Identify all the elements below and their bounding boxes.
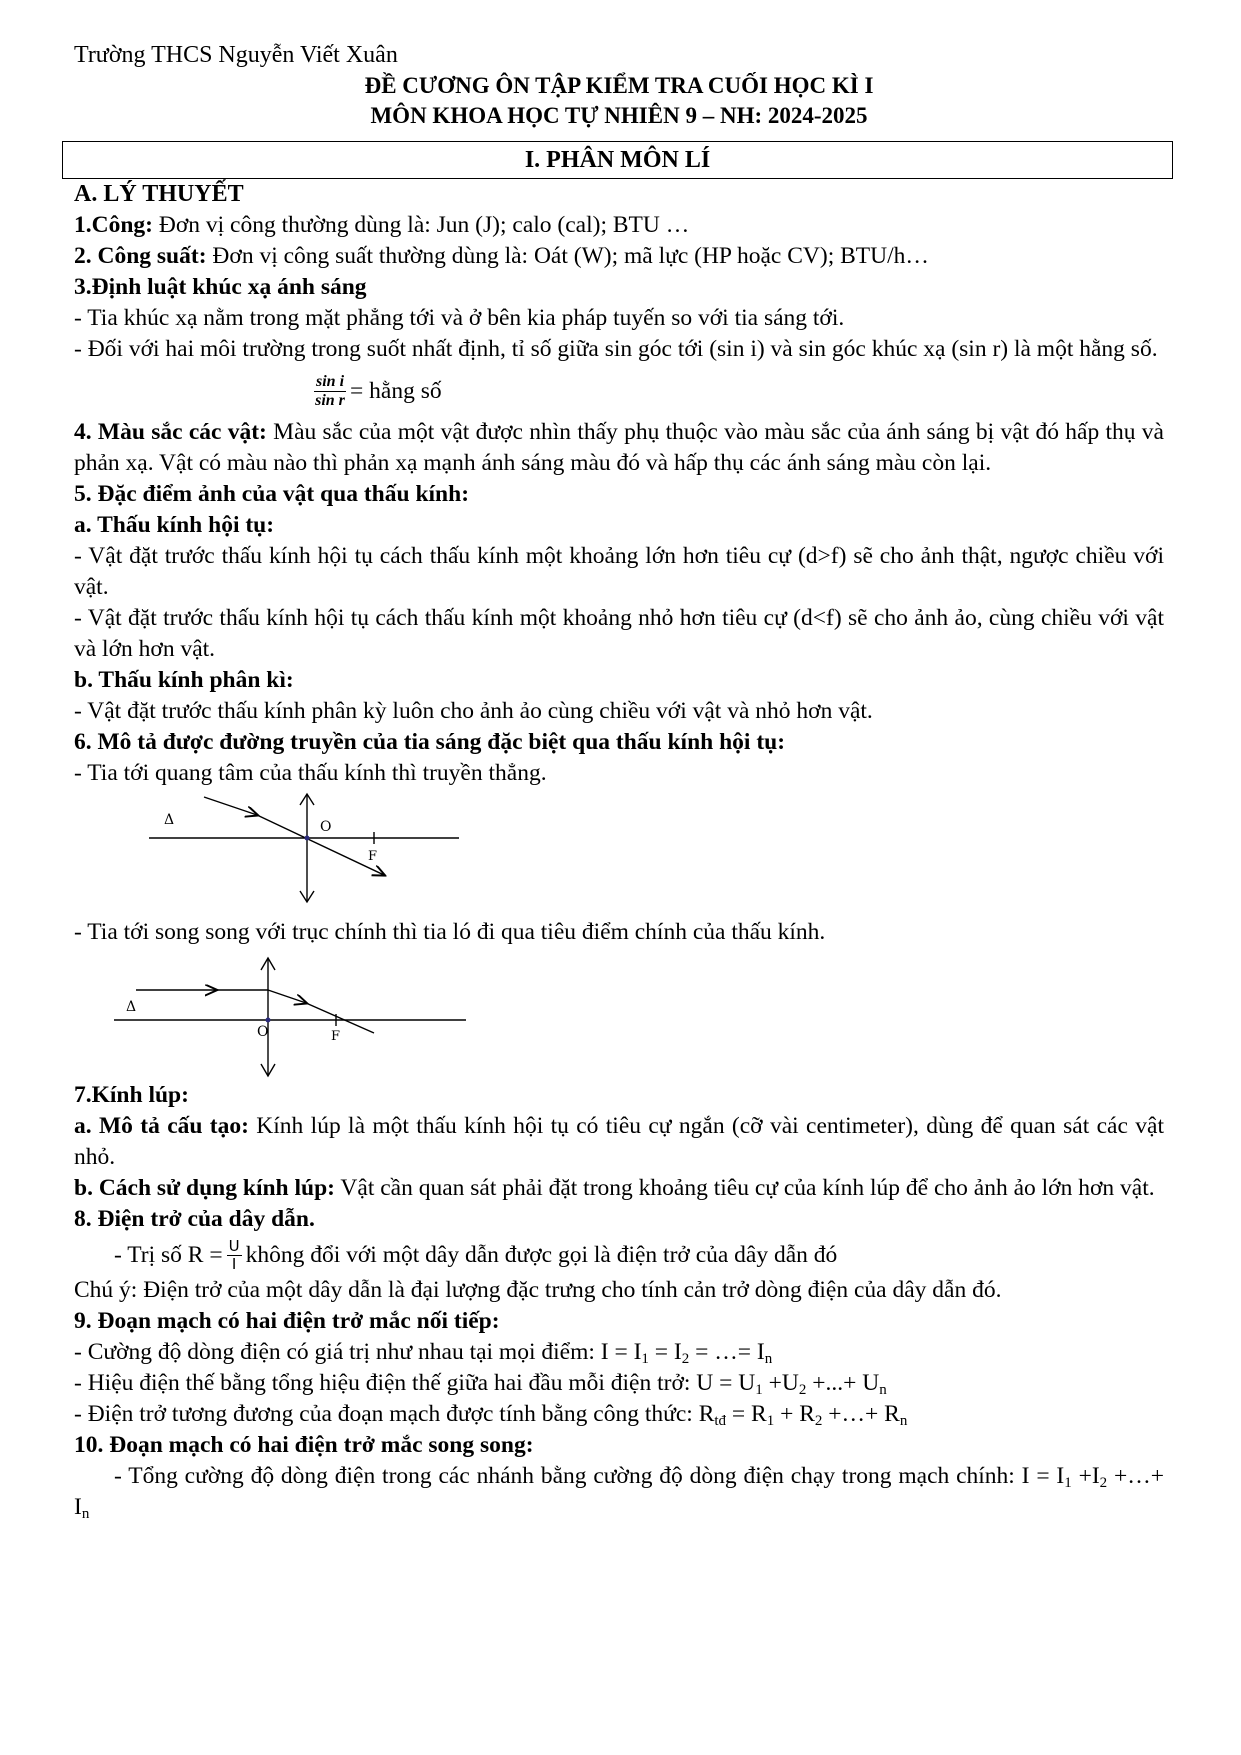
incident-ray: [204, 797, 257, 815]
document-page: [74, 40, 1164, 1523]
item-1: [74, 210, 1164, 241]
item-5b-heading: b. Thấu kính phân kì:: [74, 667, 294, 693]
item-8-pre: - Trị số R =: [114, 1241, 223, 1268]
document-title-line-2: MÔN KHOA HỌC TỰ NHIÊN 9 – NH: 2024-2025: [370, 103, 868, 128]
snell-formula: [74, 365, 1164, 417]
item-8-post: không đổi với một dây dẫn được gọi là điện trở của dây dẫn đó: [245, 1241, 838, 1268]
item-4-label: 4. Màu sắc các vật:: [74, 419, 267, 445]
item-7a-text: Kính lúp là một thấu kính hội tụ có tiêu cự ngắn (cỡ vài centimeter), dùng để quan sát các vật nhỏ.: [74, 1113, 1164, 1170]
item-5a-heading: a. Thấu kính hội tụ:: [74, 512, 275, 538]
item-6-para-1: - Tia tới quang tâm của thấu kính thì truyền thẳng.: [74, 760, 547, 786]
item-9-para-3-text: - Điện trở tương đương của đoạn mạch được tính bằng công thức: R: [74, 1401, 715, 1427]
optical-center-dot: [305, 836, 310, 841]
item-9-para-1: - Cường độ dòng điện có giá trị như nhau tại mọi điểm: $I = I_1 = I_2$ = …= $I_n$: [74, 1339, 773, 1367]
item-7b-label: b. Cách sử dụng kính lúp:: [74, 1175, 335, 1201]
item-9-para-2-text: - Hiệu điện thế bằng tổng hiệu điện thế giữa hai đầu mỗi điện trở: U = U: [74, 1370, 756, 1396]
refracted-ray-arrow: [268, 990, 306, 1003]
snell-numerator: sin i: [316, 372, 345, 390]
focus-label: F: [331, 1029, 341, 1044]
lens-diagram-parallel-ray: [74, 948, 474, 1080]
item-2: [74, 241, 1164, 272]
school-name: Trường THCS Nguyễn Viết Xuân: [74, 42, 398, 68]
item-1-text: Đơn vị công thường dùng là: Jun (J); calo (cal); BTU …: [153, 212, 690, 238]
center-label: O: [320, 819, 332, 835]
item-6-para-2: - Tia tới song song với trục chính thì tia ló đi qua tiêu điểm chính của thấu kính.: [74, 919, 826, 945]
item-10-para-1: - Tổng cường độ dòng điện trong các nhánh bằng cường độ dòng điện chạy trong mạch chính: $I = I_1 +I_2$ +…+ $I_n$: [74, 1463, 1164, 1522]
item-5a-para-2: - Vật đặt trước thấu kính hội tụ cách thấu kính một khoảng nhỏ hơn tiêu cự (d<f) sẽ cho ảnh ảo, cùng chiều với vật và lớn hơn vật.: [74, 605, 1164, 662]
item-9-para-2: - Hiệu điện thế bằng tổng hiệu điện thế giữa hai đầu mỗi điện trở: $U = U_1 +U_2$ +...+ $U_n$: [74, 1370, 887, 1398]
item-7b: [74, 1173, 1164, 1204]
item-2-label: 2. Công suất:: [74, 243, 207, 269]
theory-heading: A. LÝ THUYẾT: [74, 181, 244, 207]
section-heading-box: I. PHÂN MÔN LÍ: [62, 141, 1173, 179]
item-2-text: Đơn vị công suất thường dùng là: Oát (W); mã lực (HP hoặc CV); BTU/h…: [206, 243, 929, 269]
resistance-denominator: I: [231, 1254, 237, 1273]
item-5-heading: 5. Đặc điểm ảnh của vật qua thấu kính:: [74, 481, 470, 507]
snell-denominator: sin r: [315, 391, 345, 409]
optical-center-dot: [266, 1018, 271, 1023]
item-7a: [74, 1111, 1164, 1173]
item-5b-para-1: - Vật đặt trước thấu kính phân kỳ luôn cho ảnh ảo cùng chiều với vật và nhỏ hơn vật.: [74, 698, 873, 724]
item-4: [74, 417, 1164, 479]
item-7b-text: Vật cần quan sát phải đặt trong khoảng tiêu cự của kính lúp để cho ảnh ảo lớn hơn vật.: [334, 1175, 1155, 1201]
item-9-para-1-text: - Cường độ dòng điện có giá trị như nhau tại mọi điểm: I = I: [74, 1339, 642, 1365]
item-1-label: 1.Công:: [74, 212, 153, 238]
item-8-note: Chú ý: Điện trở của một dây dẫn là đại lượng đặc trưng cho tính cản trở dòng điện của dây dẫn đó.: [74, 1277, 1002, 1303]
axis-label: Δ: [126, 999, 137, 1015]
resistance-numerator: U: [228, 1236, 240, 1255]
item-10-heading: 10. Đoạn mạch có hai điện trở mắc song song:: [74, 1432, 534, 1458]
item-9-heading: 9. Đoạn mạch có hai điện trở mắc nối tiếp:: [74, 1308, 500, 1334]
item-3-para-2: - Đối với hai môi trường trong suốt nhất định, tỉ số giữa sin góc tới (sin i) và sin góc khúc xạ (sin r) là một hằng số.: [74, 336, 1158, 362]
snell-fraction: [314, 373, 346, 410]
item-10-para-1-text: - Tổng cường độ dòng điện trong các nhánh bằng cường độ dòng điện chạy trong mạch chính: I = I: [114, 1463, 1065, 1489]
item-8-formula-line: [74, 1235, 1164, 1275]
resistance-fraction: [227, 1238, 242, 1273]
lens-diagram-optical-center: [74, 789, 474, 909]
item-6-heading: 6. Mô tả được đường truyền của tia sáng đặc biệt qua thấu kính hội tụ:: [74, 729, 786, 755]
item-3-heading: 3.Định luật khúc xạ ánh sáng: [74, 274, 367, 300]
item-3-para-1: - Tia khúc xạ nằm trong mặt phẳng tới và ở bên kia pháp tuyến so với tia sáng tới.: [74, 305, 845, 331]
item-4-text: Màu sắc của một vật được nhìn thấy phụ thuộc vào màu sắc của ánh sáng bị vật đó hấp thụ và phản xạ. Vật có màu nào thì phản xạ mạnh ánh sáng màu đó và hấp thụ các ánh sáng màu còn lại.: [74, 419, 1164, 476]
focus-label: F: [368, 849, 378, 864]
center-label: O: [257, 1024, 269, 1040]
axis-label: Δ: [164, 812, 175, 828]
item-5a-para-1: - Vật đặt trước thấu kính hội tụ cách thấu kính một khoảng lớn hơn tiêu cự (d>f) sẽ cho ảnh thật, ngược chiều với vật.: [74, 543, 1164, 600]
item-8-heading: 8. Điện trở của dây dẫn.: [74, 1206, 315, 1232]
item-7-heading: 7.Kính lúp:: [74, 1082, 189, 1108]
document-title-line-1: ĐỀ CƯƠNG ÔN TẬP KIỂM TRA CUỐI HỌC KÌ I: [364, 73, 874, 98]
item-7a-label: a. Mô tả cấu tạo:: [74, 1113, 249, 1139]
snell-rhs: = hằng số: [350, 377, 442, 404]
item-9-para-3: - Điện trở tương đương của đoạn mạch được tính bằng công thức: $R_{tđ} = R_1 + R_2$ +…+ $R_n$: [74, 1401, 908, 1429]
